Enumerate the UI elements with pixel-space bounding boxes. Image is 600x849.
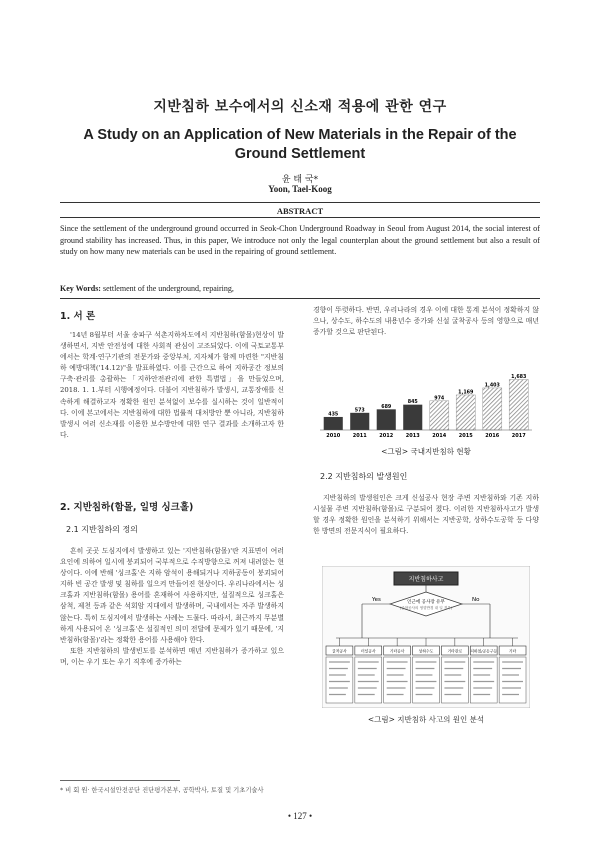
keywords	[60, 284, 540, 293]
section-2-1-body	[60, 546, 284, 668]
diagram-cause-label: 상하수도	[418, 648, 434, 654]
chart-category-label-2012: 2012	[379, 433, 394, 439]
diagram-decision-sub: (굴착공사의 영향반경 내 일 경우)	[399, 606, 453, 610]
chart-value-label-2014: 974	[434, 396, 445, 402]
diagram-yes-label: Yes	[372, 597, 381, 603]
chart-caption: <그림> 국내지반침하 현황	[381, 447, 471, 456]
chart-category-label-2011: 2011	[352, 433, 367, 439]
diagram-cause-label: 지하철/공동구등	[470, 648, 498, 654]
abstract-heading: ABSTRACT	[276, 206, 324, 216]
chart-category-label-2015: 2015	[458, 433, 473, 439]
chart-category-label-2010: 2010	[326, 433, 341, 439]
diagram-detail-box	[470, 657, 497, 703]
page-number: • 127 •	[287, 811, 313, 821]
diagram-detail-box	[499, 657, 526, 703]
chart-bar-2011	[350, 413, 369, 430]
chart-category-label-2014: 2014	[432, 433, 447, 439]
diagram-cause-label: 기타관로	[447, 648, 463, 654]
section-2-2-body	[313, 493, 539, 537]
paragraph: 또한 지반침하의 발생빈도를 분석하면 매년 지반침하가 증가하고 있으며, 이는 우기 또는 우기 직후에 증가하는	[60, 646, 284, 666]
right-column-top-text	[313, 305, 539, 338]
diagram-detail-box	[355, 657, 382, 703]
paragraph: 지반침하의 발생원인은 크게 신설공사 현장 주변 지반침하와 기존 지하시설물 주변 지반침하(함몰)로 구분되어 졌다. 이러한 지반침하사고가 발생할 경우 정확한 원인을 분석하기 위해서는 지반공학, 상하수도공학 등 다양한 방면의 전문지식이 필요하다.	[313, 494, 539, 536]
abstract-top-rule	[60, 202, 540, 203]
chart-bar-2014	[430, 401, 449, 430]
section-1-title: 1. 서 론	[60, 311, 96, 322]
paragraph: '14년 8월부터 서울 송파구 석촌지하차도에서 지반침하(함몰)현상이 발생하면서, 지반 안전성에 대한 사회적 관심이 고조되었다. 이에 국토교통부에서는 학계·연구기관의 전문가와 중앙부처, 지자체가 함께 마련한 "지반침하 예방대책('14.12)"을 발표하였다. 이를 근간으로 하여 지하공간 정보의 구축·관리를 총괄하는「지하안전관리에 관한 특별법」을 만들었으며, 2018. 1. 1.부터 시행예정이다. 더불어 지반침하가 발생시, 교통장애를 신속하게 해결하고자 정확한 원인 분석없이 보수를 실시하는 것이 일반적이다. 이에 본고에서는 지반침하에 대한 법률적 대처방안 뿐 아니라, 지반침하 발생시 여러 신소재를 이용한 보수방안에 대한 연구 결과를 소개하고자 한다.	[60, 331, 284, 439]
diagram-cause-label: 기타공사	[389, 648, 405, 654]
section-2-1-title: 2.1 지반침하의 정의	[66, 525, 138, 534]
chart-value-label-2016: 1,403	[484, 383, 500, 389]
chart-category-label-2013: 2013	[405, 433, 420, 439]
diagram-cause-label: 터널공사	[360, 648, 376, 654]
section-2-2-title: 2.2 지반침하의 발생원인	[320, 472, 408, 481]
section-2-title: 2. 지반침하(함몰, 일명 싱크홀)	[60, 502, 194, 513]
chart-category-label-2017: 2017	[511, 433, 526, 439]
diagram-cause-label: 굴착공사	[332, 648, 347, 654]
bar-chart	[320, 370, 532, 440]
cause-analysis-diagram	[322, 566, 530, 708]
chart-bar-2016	[483, 388, 502, 430]
diagram-no-label: No	[472, 597, 480, 603]
keywords-bottom-rule	[60, 298, 540, 299]
chart-category-label-2016: 2016	[485, 433, 500, 439]
chart-bar-2012	[377, 409, 396, 430]
diagram-cause-label: 기타	[508, 648, 517, 654]
chart-value-label-2015: 1,169	[458, 390, 474, 396]
chart-value-label-2013: 845	[407, 400, 418, 406]
chart-value-label-2010: 435	[328, 412, 339, 418]
diagram-caption: <그림> 지반침하 사고의 원인 분석	[367, 715, 485, 724]
paragraph: 경향이 뚜렷하다. 반면, 우리나라의 경우 이에 대한 통계 분석이 정확하지 않으나, 상수도, 하수도의 내용년수 증가와 신설 굴착공사 등의 영향으로 매년 증가할 것으로 판단된다.	[313, 306, 539, 337]
footnote: * 비 회 원· 한국시설안전공단 진단평가본부, 공학박사, 토질 및 기초기술사	[60, 787, 264, 794]
chart-bar-2015	[456, 395, 475, 430]
chart-value-label-2017: 1,683	[511, 375, 527, 381]
diagram-detail-box	[384, 657, 411, 703]
abstract-heading-rule	[60, 217, 540, 218]
paragraph: 흔히 곳곳 도심지에서 발생하고 있는 '지반침하(함몰)'란 지표면이 여러 요인에 의하여 일시에 붕괴되어 국부적으로 수직방향으로 꺼져 내려앉는 현상이다. 이에 반해 '싱크홀'은 지하 암석이 용해되거나 지하공동이 붕괴되어 지하 빈 공간 발생 및 침하를 일으켜 만들어진 현상이다. 우리나라에서는 싱크홀과 지반침하(함몰) 용어를 혼재하여 사용하지만, 설질적으로 싱크홀은 삼척, 제천 등과 같은 석회암 지대에서 발생하며, 국내에서는 자주 발생하지 않는다. 특히 도심지에서 발생하는 사례는 드물다. 따라서, 최근까지 무분별하게 사용되어 온 '싱크홀'은 설질적인 의미 전달에 문제가 있기 때문에, '지반침하(함몰)'라는 정확한 용어를 사용해야 한다.	[60, 547, 284, 644]
paper-title-english: A Study on an Application of New Materials in the Repair of the Ground Settlement	[83, 127, 517, 162]
author-korean: 윤 태 국*	[281, 175, 319, 185]
paper-title-korean: 지반침하 보수에서의 신소재 적용에 관한 연구	[153, 99, 447, 115]
diagram-decision-text: 인근에 공사장 유무	[407, 600, 445, 605]
chart-bar-2010	[324, 417, 343, 430]
footnote-rule	[60, 780, 180, 781]
diagram-detail-box	[326, 657, 353, 703]
chart-bar-2017	[509, 380, 528, 430]
diagram-detail-box	[413, 657, 440, 703]
chart-value-label-2011: 573	[354, 408, 365, 414]
chart-value-label-2012: 689	[381, 404, 392, 410]
author-english: Yoon, Tael-Koog	[268, 184, 332, 194]
abstract-body: Since the settlement of the underground ground occurred in Seok-Chon Underground Roadway in Seoul from August 2014, the social interest of ground stability has increased. Thus, in this paper, We introduce not only the legal counterplan about the ground settlement but also a result of study on how many new materials can be used in the repairing of ground settlement.	[60, 224, 540, 257]
keywords-label: Key Words:	[60, 284, 101, 293]
keywords-value: settlement of the underground, repairing,	[100, 284, 234, 293]
diagram-root-text: 지반침하사고	[408, 576, 444, 583]
section-1-body	[60, 330, 284, 441]
chart-bar-2013	[403, 405, 422, 430]
diagram-detail-box	[441, 657, 468, 703]
